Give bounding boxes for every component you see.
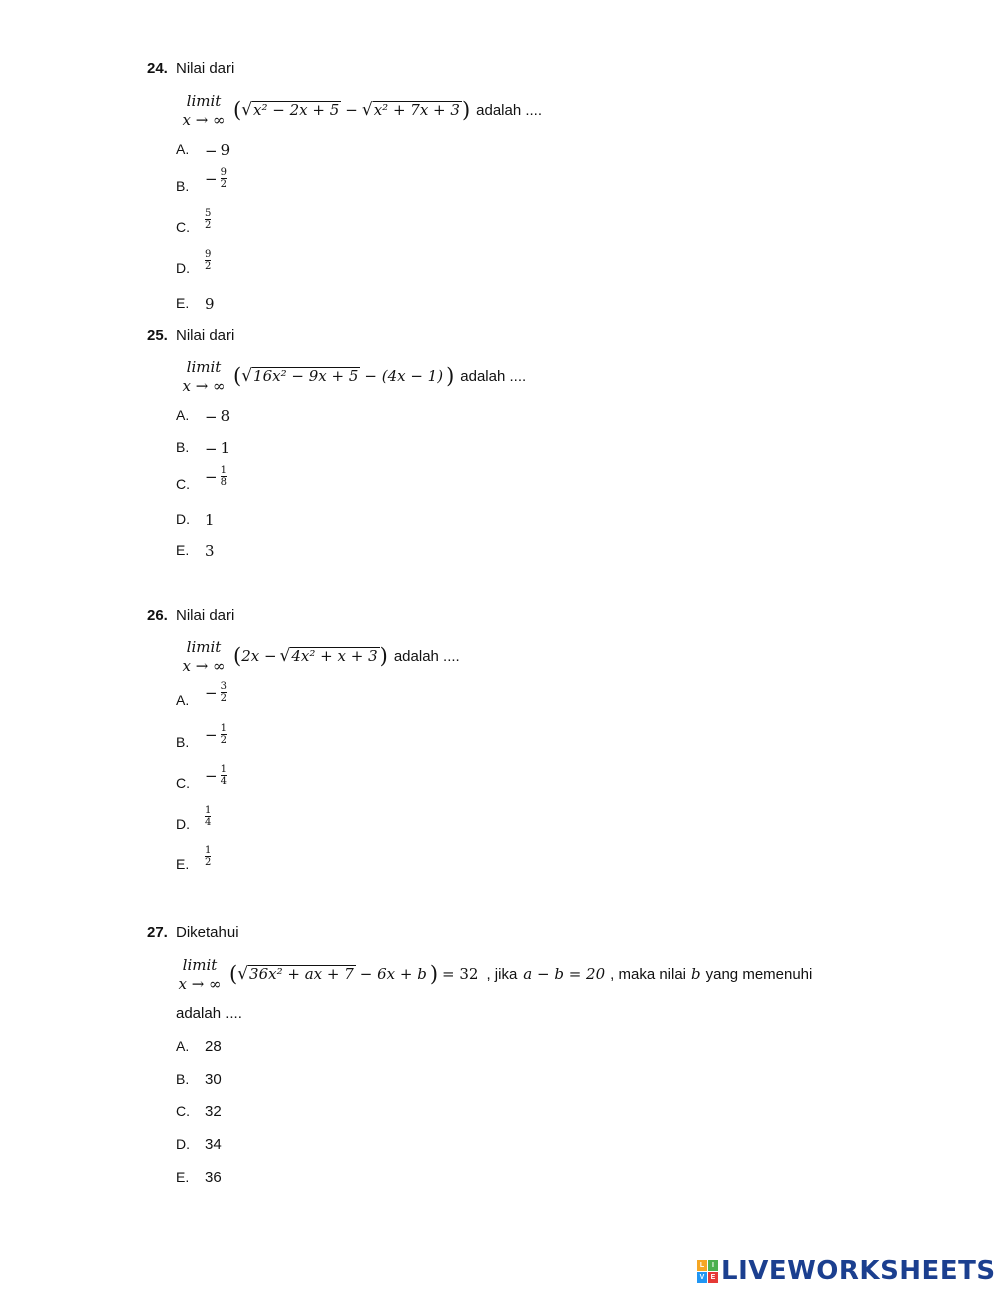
- open-paren: (: [233, 97, 242, 122]
- denominator: 8: [220, 477, 227, 488]
- close-paren: ): [446, 363, 455, 388]
- subtracted-term: − 6x + b: [359, 965, 427, 983]
- numerator: 3: [220, 681, 227, 692]
- minus-sign: −: [205, 683, 218, 702]
- limit-subscript: x → ∞: [182, 111, 226, 129]
- minus-sign: −: [345, 101, 358, 119]
- open-paren: (: [233, 643, 242, 668]
- option-number: 3: [205, 542, 215, 560]
- option-value: [205, 1136, 222, 1153]
- option-value: [205, 465, 227, 488]
- fraction: [205, 845, 211, 868]
- option-letter: B.: [176, 439, 190, 455]
- fraction: [221, 723, 227, 746]
- question-26-intro: Nilai dari: [176, 607, 235, 624]
- option-number: 9: [220, 141, 231, 159]
- option-number: 34: [205, 1136, 222, 1153]
- logo-tile: I: [708, 1260, 718, 1271]
- option-letter: C.: [176, 775, 190, 791]
- subtracted-term: − (4x − 1): [364, 367, 444, 385]
- minus-sign: −: [205, 142, 218, 160]
- condition-text-3: yang memenuhi: [705, 965, 813, 983]
- denominator: 2: [220, 735, 227, 746]
- option-letter: E.: [176, 1169, 190, 1185]
- option-letter: E.: [176, 295, 190, 311]
- option-value: [205, 167, 227, 190]
- numerator: 9: [220, 167, 227, 178]
- close-paren: ): [429, 961, 439, 986]
- denominator: 4: [220, 776, 227, 787]
- question-27-limit: [174, 956, 226, 994]
- close-paren: ): [461, 97, 471, 122]
- minus-sign: −: [205, 467, 218, 486]
- option-value: [205, 1103, 222, 1120]
- option-letter: C.: [176, 1103, 190, 1119]
- open-paren: (: [229, 961, 238, 986]
- fraction: [205, 805, 211, 828]
- option-letter: E.: [176, 542, 190, 558]
- option-value: [205, 764, 227, 787]
- option-value: [205, 295, 215, 313]
- limit-subscript: x → ∞: [178, 975, 222, 993]
- numerator: 1: [220, 764, 227, 775]
- question-26-tail: adalah ....: [393, 647, 460, 665]
- fraction: [221, 465, 227, 488]
- option-letter: C.: [176, 476, 190, 492]
- minus-sign: −: [205, 766, 218, 785]
- limit-label: limit: [186, 358, 222, 376]
- option-number: 28: [205, 1038, 222, 1055]
- option-number: 9: [205, 295, 215, 313]
- denominator: 2: [205, 220, 212, 231]
- liveworksheets-logo: [697, 1256, 996, 1286]
- question-24-tail: adalah ....: [476, 101, 543, 119]
- condition-text-1: , jika: [486, 965, 518, 983]
- numerator: 1: [205, 805, 212, 816]
- sqrt-term-1: √ 4x² + x + 3: [279, 646, 378, 666]
- limit-subscript: x → ∞: [182, 657, 226, 675]
- denominator: 2: [220, 179, 227, 190]
- option-value: [205, 845, 211, 868]
- minus-sign: −: [205, 408, 218, 426]
- close-paren: ): [379, 643, 388, 668]
- condition-variable: b: [691, 965, 701, 983]
- condition-equation: a − b = 20: [523, 965, 606, 983]
- option-letter: C.: [176, 219, 190, 235]
- limit-label: limit: [186, 92, 222, 110]
- option-value: [205, 805, 211, 828]
- question-25-limit: [178, 358, 230, 396]
- fraction: [205, 208, 211, 231]
- option-number: 32: [205, 1103, 222, 1120]
- limit-subscript: x → ∞: [182, 377, 226, 395]
- logo-tile: E: [708, 1272, 718, 1283]
- option-value: [205, 511, 215, 529]
- question-26-limit: [178, 638, 230, 676]
- option-value: [205, 542, 215, 560]
- question-24-limit: [178, 92, 230, 130]
- fraction: [221, 681, 227, 704]
- numerator: 9: [205, 249, 212, 260]
- option-letter: D.: [176, 1136, 190, 1152]
- option-letter: B.: [176, 178, 190, 194]
- option-letter: D.: [176, 816, 190, 832]
- denominator: 2: [220, 693, 227, 704]
- fraction: [221, 764, 227, 787]
- minus-sign: −: [205, 169, 218, 188]
- denominator: 4: [205, 817, 212, 828]
- option-value: [205, 723, 227, 746]
- sqrt-term-2: √ x² + 7x + 3: [361, 100, 460, 120]
- logo-icon: [697, 1260, 718, 1283]
- denominator: 2: [205, 857, 212, 868]
- question-27-line2: adalah ....: [176, 1005, 242, 1022]
- option-letter: E.: [176, 856, 190, 872]
- question-24-intro: Nilai dari: [176, 60, 235, 77]
- limit-label: limit: [186, 638, 222, 656]
- leading-term: 2x −: [241, 647, 277, 665]
- option-letter: D.: [176, 260, 190, 276]
- question-25-number: 25.: [147, 327, 168, 344]
- fraction: [221, 167, 227, 190]
- option-value: [205, 141, 230, 160]
- minus-sign: −: [205, 725, 218, 744]
- option-letter: A.: [176, 1038, 190, 1054]
- option-number: 1: [220, 439, 231, 457]
- option-letter: B.: [176, 1071, 190, 1087]
- option-letter: A.: [176, 692, 190, 708]
- condition-text-2: , maka nilai: [610, 965, 687, 983]
- equals-value: = 32: [442, 965, 479, 983]
- logo-text: LIVEWORKSHEETS: [721, 1256, 996, 1286]
- logo-tile: L: [697, 1260, 707, 1271]
- question-27-number: 27.: [147, 924, 168, 941]
- option-letter: A.: [176, 141, 190, 157]
- question-27-intro: Diketahui: [176, 924, 239, 941]
- option-number: 1: [205, 511, 215, 529]
- open-paren: (: [233, 363, 242, 388]
- option-letter: B.: [176, 734, 190, 750]
- fraction: [205, 249, 211, 272]
- sqrt-term-1: √ 36x² + ax + 7: [237, 964, 354, 984]
- option-value: [205, 1038, 222, 1055]
- option-value: [205, 1169, 222, 1186]
- question-25-expression: [233, 362, 526, 390]
- question-24-number: 24.: [147, 60, 168, 77]
- numerator: 1: [220, 723, 227, 734]
- option-value: [205, 208, 211, 231]
- option-number: 30: [205, 1071, 222, 1088]
- sqrt-term-1: √ 16x² − 9x + 5: [241, 366, 359, 386]
- question-26-expression: [233, 642, 460, 670]
- sqrt-term-1: √ x² − 2x + 5: [241, 100, 340, 120]
- option-value: [205, 681, 227, 704]
- numerator: 5: [205, 208, 212, 219]
- option-value: [205, 1071, 222, 1088]
- question-26-number: 26.: [147, 607, 168, 624]
- option-value: [205, 439, 230, 458]
- option-number: 36: [205, 1169, 222, 1186]
- question-24-expression: [233, 96, 542, 124]
- minus-sign: −: [205, 440, 218, 458]
- option-value: [205, 249, 211, 272]
- option-letter: D.: [176, 511, 190, 527]
- limit-label: limit: [182, 956, 218, 974]
- numerator: 1: [205, 845, 212, 856]
- logo-tile: V: [697, 1272, 707, 1283]
- numerator: 1: [220, 465, 227, 476]
- question-27-expression: [229, 960, 812, 988]
- denominator: 2: [205, 261, 212, 272]
- question-25-tail: adalah ....: [460, 367, 527, 385]
- option-letter: A.: [176, 407, 190, 423]
- option-number: 8: [220, 407, 231, 425]
- option-value: [205, 407, 230, 426]
- question-25-intro: Nilai dari: [176, 327, 235, 344]
